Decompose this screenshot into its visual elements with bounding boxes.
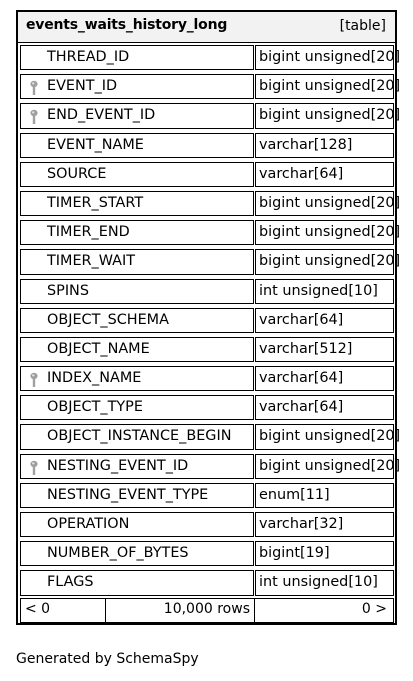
column-type: bigint unsigned[20]: [259, 194, 401, 211]
column-type-cell: [255, 308, 394, 333]
column-name-cell: [20, 424, 254, 449]
column-type-cell: [255, 249, 401, 274]
row-count: 10,000 rows: [163, 601, 250, 617]
column-type-cell: [255, 366, 394, 391]
column-type-cell: [255, 74, 401, 99]
column-type-cell: [255, 570, 394, 595]
table-row: [18, 510, 395, 539]
table-row: [18, 43, 401, 72]
column-name-cell: [20, 45, 254, 70]
column-type: bigint unsigned[20]: [259, 253, 401, 270]
column-name-cell: [20, 395, 254, 420]
column-name-cell: [20, 541, 254, 566]
column-name: EVENT_ID: [47, 78, 118, 95]
column-type: bigint unsigned[20]: [259, 457, 401, 474]
column-name: NESTING_EVENT_ID: [47, 457, 189, 474]
column-name: OBJECT_NAME: [47, 340, 150, 357]
column-name-cell: [20, 191, 254, 216]
children-count-cell: [254, 598, 394, 623]
table-row: [18, 306, 395, 335]
column-type: bigint unsigned[20]: [259, 49, 401, 65]
table-row: [18, 131, 395, 160]
column-type-cell: [255, 133, 394, 158]
column-name: OBJECT_TYPE: [47, 399, 143, 416]
column-name-cell: [20, 570, 254, 595]
column-type-cell: [255, 337, 394, 362]
column-name: OPERATION: [47, 516, 130, 532]
column-type-cell: [255, 191, 401, 216]
column-name-cell: [20, 454, 254, 479]
table-row: [18, 539, 395, 568]
table-row: [18, 335, 395, 364]
column-type: enum[11]: [259, 486, 330, 503]
children-count: 0 >: [361, 601, 387, 617]
column-type: varchar[64]: [259, 370, 344, 387]
table-row: [18, 568, 395, 597]
column-type-cell: [255, 483, 394, 508]
column-name: NESTING_EVENT_TYPE: [47, 486, 209, 503]
column-name-cell: [20, 74, 254, 99]
column-type-cell: [255, 424, 401, 449]
column-name: SPINS: [47, 282, 89, 299]
column-name: NUMBER_OF_BYTES: [47, 545, 189, 562]
column-type: varchar[32]: [259, 516, 344, 532]
row-count-cell: [105, 598, 255, 623]
column-type: varchar[64]: [259, 311, 344, 328]
column-type-cell: [255, 512, 394, 537]
column-name-cell: [20, 366, 254, 391]
column-type-cell: [255, 454, 401, 479]
column-name: OBJECT_INSTANCE_BEGIN: [47, 428, 232, 445]
table-row: [18, 189, 401, 218]
column-type: int unsigned[10]: [259, 574, 378, 591]
table-row: [18, 160, 395, 189]
table-row: [18, 218, 401, 247]
table-row: [18, 101, 401, 130]
key-icon: [29, 109, 39, 125]
column-type-cell: [255, 162, 394, 187]
column-type: varchar[512]: [259, 340, 353, 357]
key-icon: [29, 460, 39, 476]
column-name: THREAD_ID: [47, 49, 130, 65]
table-row: [18, 422, 401, 451]
table-kind: [table]: [339, 18, 386, 34]
column-type: bigint unsigned[20]: [259, 78, 401, 95]
column-name-cell: [20, 220, 254, 245]
key-icon: [29, 80, 39, 96]
table-row: [18, 72, 401, 101]
column-type: bigint unsigned[20]: [259, 428, 401, 445]
column-name-cell: [20, 249, 254, 274]
column-list: [18, 43, 401, 598]
column-name-cell: [20, 133, 254, 158]
parents-count-cell: [20, 598, 106, 623]
key-icon: [29, 372, 39, 388]
column-name: SOURCE: [47, 165, 107, 182]
table-row: [18, 364, 395, 393]
table-footer: [18, 598, 395, 623]
column-name: TIMER_END: [47, 224, 130, 241]
column-type-cell: [255, 395, 394, 420]
column-name: TIMER_START: [47, 194, 144, 211]
table-row: [18, 247, 401, 276]
column-type-cell: [255, 279, 394, 304]
column-type: bigint unsigned[20]: [259, 224, 401, 241]
column-type-cell: [255, 45, 401, 70]
column-type: int unsigned[10]: [259, 282, 378, 299]
column-name: TIMER_WAIT: [47, 253, 136, 270]
column-name-cell: [20, 337, 254, 362]
column-name: END_EVENT_ID: [47, 107, 156, 124]
column-name-cell: [20, 483, 254, 508]
table-name: events_waits_history_long: [26, 17, 228, 33]
column-name-cell: [20, 103, 254, 128]
column-type: varchar[64]: [259, 165, 344, 182]
table-box: [16, 10, 401, 625]
column-type-cell: [255, 541, 394, 566]
column-name-cell: [20, 279, 254, 304]
column-name-cell: [20, 308, 254, 333]
column-type: bigint[19]: [259, 545, 330, 562]
column-name: FLAGS: [47, 574, 94, 591]
column-name: INDEX_NAME: [47, 370, 142, 387]
generated-by-caption: Generated by SchemaSpy: [16, 651, 199, 667]
table-row: [18, 277, 395, 306]
column-name: OBJECT_SCHEMA: [47, 311, 169, 328]
table-row: [18, 481, 395, 510]
column-name-cell: [20, 162, 254, 187]
table-header: [18, 12, 395, 43]
column-type: bigint unsigned[20]: [259, 107, 401, 124]
column-name: EVENT_NAME: [47, 136, 144, 153]
parents-count: < 0: [25, 601, 51, 617]
column-type: varchar[64]: [259, 399, 344, 416]
column-name-cell: [20, 512, 254, 537]
column-type-cell: [255, 103, 401, 128]
table-row: [18, 452, 401, 481]
column-type-cell: [255, 220, 401, 245]
column-type: varchar[128]: [259, 136, 353, 153]
table-row: [18, 393, 395, 422]
